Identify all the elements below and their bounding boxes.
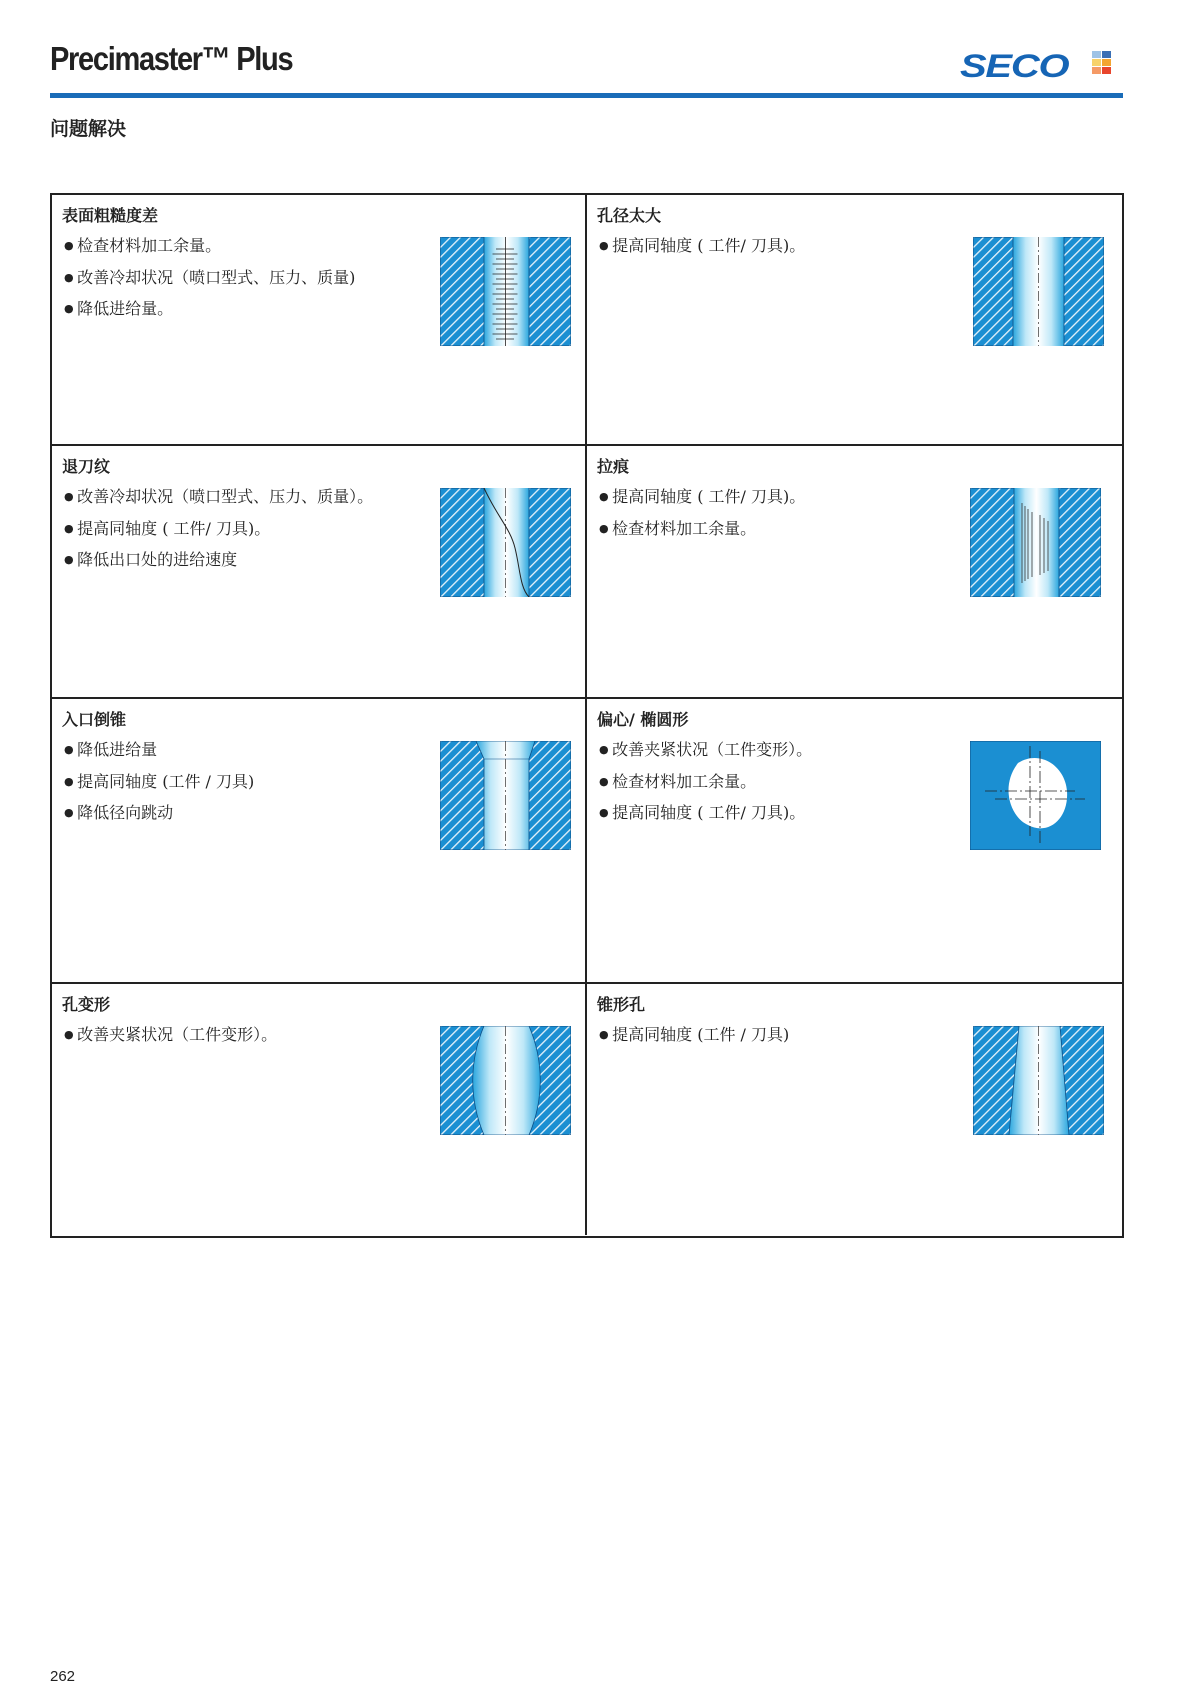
solution-list	[64, 233, 355, 328]
tapered-hole-diagram	[973, 1026, 1104, 1135]
problem-cell	[587, 195, 1122, 446]
solution-item: ● 提高同轴度 ( 工件/ 刀具)。	[599, 800, 812, 832]
problem-cell	[52, 984, 587, 1235]
solution-item: ● 提高同轴度 (工件 / 刀具)	[64, 769, 254, 801]
section-heading: 问题解决	[50, 118, 127, 140]
problem-cell	[52, 446, 587, 699]
entry-taper-diagram	[440, 741, 571, 850]
problem-cell	[52, 699, 587, 984]
solution-item: ● 改善夹紧状况（工件变形）。	[64, 1022, 277, 1054]
solution-item: ● 提高同轴度 ( 工件/ 刀具)。	[64, 516, 373, 548]
solution-list	[599, 1022, 789, 1054]
logo-text: SECO	[960, 48, 1069, 84]
solution-item: ● 改善冷却状况（喷口型式、压力、质量）。	[64, 484, 373, 516]
header-divider	[50, 93, 1123, 98]
solution-item: ● 检查材料加工余量。	[599, 516, 805, 548]
retract-mark-diagram	[440, 488, 571, 597]
ellipse-diagram	[970, 741, 1101, 850]
problem-title: 锥形孔	[597, 995, 646, 1014]
solution-list	[64, 1022, 277, 1054]
solution-item: ● 提高同轴度 ( 工件/ 刀具)。	[599, 484, 805, 516]
oversize-hole-diagram	[973, 237, 1104, 346]
problem-cell	[587, 446, 1122, 699]
page-title: Precimaster™ Plus	[50, 40, 293, 77]
solution-item: ● 检查材料加工余量。	[599, 769, 812, 801]
solution-list	[64, 484, 373, 579]
rough-surface-diagram	[440, 237, 571, 346]
seco-logo	[960, 48, 1069, 85]
problem-title: 偏心/ 椭圆形	[597, 710, 689, 729]
problem-title: 表面粗糙度差	[62, 206, 159, 225]
problem-title: 孔径太大	[597, 206, 662, 225]
problem-title: 孔变形	[62, 995, 111, 1014]
problem-title: 入口倒锥	[62, 710, 127, 729]
solution-list	[599, 233, 805, 265]
solution-list	[599, 737, 812, 832]
solution-item: ● 改善冷却状况（喷口型式、压力、质量)	[64, 265, 355, 297]
solution-list	[64, 737, 254, 832]
solution-item: ● 改善夹紧状况（工件变形）。	[599, 737, 812, 769]
solution-list	[599, 484, 805, 547]
scratch-diagram	[970, 488, 1101, 597]
solution-item: ● 降低进给量。	[64, 296, 355, 328]
solution-item: ● 降低进给量	[64, 737, 254, 769]
barrel-hole-diagram	[440, 1026, 571, 1135]
solution-item: ● 提高同轴度 ( 工件/ 刀具)。	[599, 233, 805, 265]
problem-cell	[587, 984, 1122, 1235]
problem-cell	[587, 699, 1122, 984]
solution-item: ● 提高同轴度 (工件 / 刀具)	[599, 1022, 789, 1054]
problem-title: 拉痕	[597, 457, 630, 476]
page-number: 262	[50, 1668, 76, 1685]
solution-item: ● 降低出口处的进给速度	[64, 547, 373, 579]
solution-item: ● 检查材料加工余量。	[64, 233, 355, 265]
problem-cell	[52, 195, 587, 446]
troubleshooting-table	[50, 193, 1124, 1238]
logo-squares-icon	[1092, 51, 1111, 74]
solution-item: ● 降低径向跳动	[64, 800, 254, 832]
problem-title: 退刀纹	[62, 457, 111, 476]
